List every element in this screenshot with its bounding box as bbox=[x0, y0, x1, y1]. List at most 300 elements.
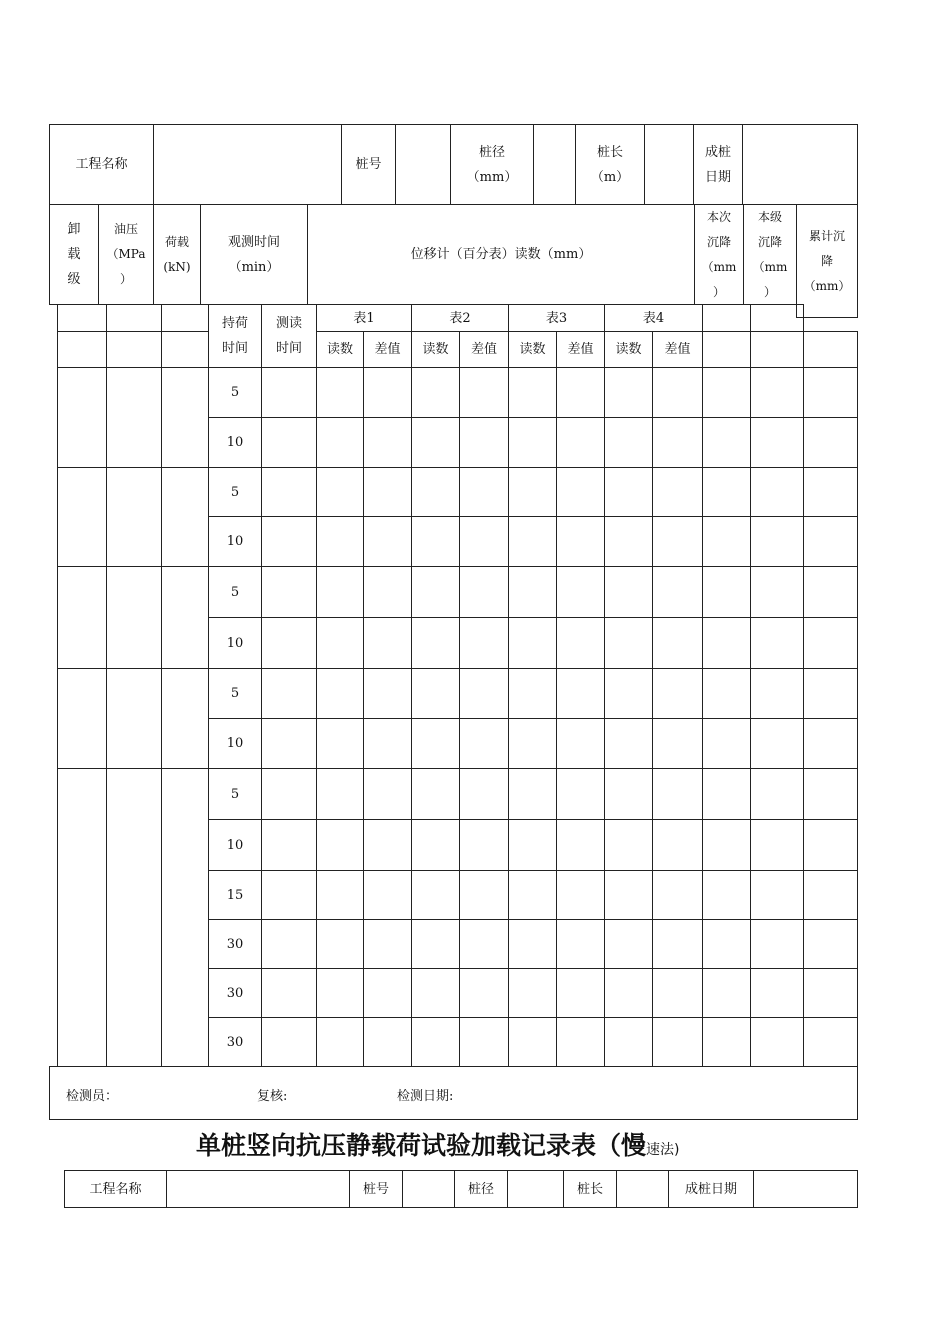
data-cell bbox=[652, 367, 703, 418]
data-cell bbox=[604, 668, 653, 719]
data-cell bbox=[750, 919, 804, 969]
col-load-text: 荷载 (kN) bbox=[163, 234, 191, 274]
hold-time-cell-text: 10 bbox=[226, 435, 244, 450]
subheader-blank bbox=[161, 304, 209, 332]
form2-project-name-label-text: 工程名称 bbox=[89, 1181, 142, 1197]
data-cell bbox=[363, 968, 412, 1018]
hold-time-cell-text: 15 bbox=[226, 887, 244, 903]
inspection-date-label: 检测日期: bbox=[397, 1089, 454, 1104]
data-cell bbox=[604, 870, 653, 920]
col-hold-time-text: 持荷 时间 bbox=[221, 316, 248, 356]
data-cell bbox=[261, 870, 317, 920]
form2-pile-date-value bbox=[753, 1170, 858, 1208]
data-cell bbox=[556, 968, 605, 1018]
data-cell bbox=[652, 417, 703, 468]
data-cell bbox=[316, 668, 364, 719]
data-cell bbox=[556, 668, 605, 719]
data-cell bbox=[459, 467, 509, 517]
data-cell bbox=[508, 819, 557, 871]
data-cell bbox=[411, 870, 460, 920]
data-cell bbox=[363, 516, 412, 567]
subheader-blank bbox=[702, 304, 751, 332]
group-4-merged-cell bbox=[161, 668, 209, 769]
data-cell bbox=[411, 668, 460, 719]
data-cell bbox=[702, 1017, 751, 1067]
col-gauge-1-diff bbox=[363, 331, 412, 368]
data-cell bbox=[316, 516, 364, 567]
data-cell bbox=[459, 367, 509, 418]
data-cell bbox=[556, 768, 605, 820]
group-5-merged-cell bbox=[161, 768, 209, 1067]
group-3-merged-cell bbox=[106, 566, 162, 669]
form2-pile-no-value bbox=[402, 1170, 455, 1208]
data-cell bbox=[702, 718, 751, 769]
subheader-blank bbox=[57, 304, 107, 332]
data-cell bbox=[556, 1017, 605, 1067]
data-cell bbox=[261, 467, 317, 517]
data-cell bbox=[702, 968, 751, 1018]
subheader-blank bbox=[702, 331, 751, 368]
data-cell bbox=[803, 768, 858, 820]
data-cell bbox=[556, 566, 605, 618]
subheader-blank bbox=[750, 304, 804, 332]
project-name-value bbox=[153, 124, 342, 205]
hold-time-cell bbox=[208, 1017, 262, 1067]
group-5-merged-cell bbox=[57, 768, 107, 1067]
subheader-blank bbox=[161, 331, 209, 368]
data-cell bbox=[750, 367, 804, 418]
data-cell bbox=[803, 467, 858, 517]
data-cell bbox=[604, 617, 653, 669]
col-hold-time bbox=[208, 304, 262, 368]
hold-time-cell-text: 5 bbox=[230, 686, 240, 701]
data-cell bbox=[702, 668, 751, 719]
data-cell bbox=[803, 668, 858, 719]
data-cell bbox=[750, 516, 804, 567]
hold-time-cell bbox=[208, 870, 262, 920]
data-cell bbox=[363, 919, 412, 969]
data-cell bbox=[411, 617, 460, 669]
pile-date-label bbox=[693, 124, 743, 205]
col-gauge-3-text: 表3 bbox=[545, 310, 568, 326]
data-cell bbox=[508, 417, 557, 468]
group-3-merged-cell bbox=[57, 566, 107, 669]
data-cell bbox=[750, 819, 804, 871]
data-cell bbox=[750, 566, 804, 618]
group-1-merged-cell bbox=[57, 367, 107, 468]
group-1-merged-cell bbox=[161, 367, 209, 468]
form2-project-name-label bbox=[64, 1170, 167, 1208]
data-cell bbox=[459, 870, 509, 920]
data-cell bbox=[604, 516, 653, 567]
data-cell bbox=[750, 668, 804, 719]
data-cell bbox=[803, 367, 858, 418]
col-gauge-2 bbox=[411, 304, 509, 332]
data-cell bbox=[652, 919, 703, 969]
data-cell bbox=[604, 467, 653, 517]
hold-time-cell bbox=[208, 768, 262, 820]
data-cell bbox=[652, 467, 703, 517]
data-cell bbox=[750, 718, 804, 769]
hold-time-cell bbox=[208, 919, 262, 969]
data-cell bbox=[459, 819, 509, 871]
data-cell bbox=[363, 768, 412, 820]
form2-pile-length-label bbox=[563, 1170, 617, 1208]
col-cumulative-settlement bbox=[796, 204, 858, 318]
data-cell bbox=[652, 870, 703, 920]
col-gauge-3-diff bbox=[556, 331, 605, 368]
data-cell bbox=[604, 718, 653, 769]
data-cell bbox=[508, 467, 557, 517]
pile-no-label-text: 桩号 bbox=[355, 157, 382, 172]
col-this-settlement bbox=[694, 204, 744, 305]
col-load bbox=[153, 204, 201, 305]
data-cell bbox=[556, 718, 605, 769]
data-cell bbox=[750, 968, 804, 1018]
data-cell bbox=[261, 919, 317, 969]
data-cell bbox=[803, 718, 858, 769]
reviewer-label: 复核: bbox=[257, 1089, 288, 1104]
data-cell bbox=[652, 516, 703, 567]
form2-pile-date-label-text: 成桩日期 bbox=[684, 1181, 737, 1197]
data-cell bbox=[261, 417, 317, 468]
data-cell bbox=[411, 919, 460, 969]
hold-time-cell-text: 5 bbox=[230, 786, 240, 802]
col-gauge-4-diff bbox=[652, 331, 703, 368]
data-cell bbox=[316, 718, 364, 769]
pile-date-label-text: 成桩 日期 bbox=[704, 144, 731, 185]
data-cell bbox=[803, 919, 858, 969]
data-cell bbox=[261, 819, 317, 871]
data-cell bbox=[652, 718, 703, 769]
group-4-merged-cell bbox=[106, 668, 162, 769]
data-cell bbox=[459, 516, 509, 567]
data-cell bbox=[363, 718, 412, 769]
col-gauge-1-reading bbox=[316, 331, 364, 368]
form2-pile-date-label bbox=[668, 1170, 754, 1208]
data-cell bbox=[556, 919, 605, 969]
col-gauge-readings-text: 位移计（百分表）读数（mm） bbox=[410, 247, 592, 262]
data-cell bbox=[316, 1017, 364, 1067]
form2-pile-length-label-text: 桩长 bbox=[576, 1181, 603, 1197]
data-cell bbox=[604, 566, 653, 618]
hold-time-cell-text: 5 bbox=[230, 385, 240, 400]
data-cell bbox=[702, 467, 751, 517]
data-cell bbox=[316, 417, 364, 468]
col-this-settlement-text: 本次 沉降 （mm ） bbox=[701, 209, 737, 299]
data-cell bbox=[556, 417, 605, 468]
group-2-merged-cell bbox=[106, 467, 162, 567]
data-cell bbox=[750, 870, 804, 920]
data-cell bbox=[316, 968, 364, 1018]
col-unload-level-text: 卸 载 级 bbox=[67, 222, 81, 287]
data-cell bbox=[316, 870, 364, 920]
col-gauge-3-reading-text: 读数 bbox=[519, 342, 546, 357]
data-cell bbox=[508, 1017, 557, 1067]
subheader-blank bbox=[803, 331, 858, 368]
data-cell bbox=[702, 870, 751, 920]
data-cell bbox=[411, 516, 460, 567]
group-1-merged-cell bbox=[106, 367, 162, 468]
col-gauge-2-text: 表2 bbox=[449, 310, 471, 326]
col-oil-pressure bbox=[98, 204, 154, 305]
pile-diameter-value bbox=[533, 124, 576, 205]
hold-time-cell-text: 5 bbox=[230, 584, 240, 600]
form-footer bbox=[49, 1066, 858, 1120]
data-cell bbox=[363, 417, 412, 468]
data-cell bbox=[803, 566, 858, 618]
data-cell bbox=[508, 566, 557, 618]
data-cell bbox=[316, 819, 364, 871]
data-cell bbox=[411, 819, 460, 871]
data-cell bbox=[604, 768, 653, 820]
data-cell bbox=[652, 968, 703, 1018]
data-cell bbox=[702, 819, 751, 871]
group-3-merged-cell bbox=[161, 566, 209, 669]
data-cell bbox=[261, 516, 317, 567]
hold-time-cell bbox=[208, 417, 262, 468]
col-gauge-2-reading-text: 读数 bbox=[422, 342, 449, 357]
data-cell bbox=[556, 617, 605, 669]
data-cell bbox=[363, 566, 412, 618]
hold-time-cell bbox=[208, 516, 262, 567]
hold-time-cell bbox=[208, 467, 262, 517]
data-cell bbox=[702, 617, 751, 669]
form2-title-suffix: 速法) bbox=[646, 1142, 680, 1158]
data-cell bbox=[508, 718, 557, 769]
data-cell bbox=[604, 819, 653, 871]
hold-time-cell-text: 10 bbox=[226, 837, 244, 853]
data-cell bbox=[316, 768, 364, 820]
data-cell bbox=[556, 516, 605, 567]
form2-title-main: 单桩竖向抗压静载荷试验加载记录表（慢 bbox=[196, 1131, 647, 1160]
data-cell bbox=[411, 718, 460, 769]
project-name-label bbox=[49, 124, 154, 205]
data-cell bbox=[316, 617, 364, 669]
subheader-blank bbox=[750, 331, 804, 368]
data-cell bbox=[508, 367, 557, 418]
pile-diameter-label bbox=[450, 124, 534, 205]
col-observation-time bbox=[200, 204, 308, 305]
data-cell bbox=[750, 467, 804, 517]
data-cell bbox=[363, 467, 412, 517]
col-gauge-3-diff-text: 差值 bbox=[567, 342, 594, 357]
hold-time-cell-text: 5 bbox=[230, 484, 240, 500]
col-gauge-4-diff-text: 差值 bbox=[664, 342, 691, 357]
hold-time-cell bbox=[208, 566, 262, 618]
subheader-blank bbox=[57, 331, 107, 368]
data-cell bbox=[508, 919, 557, 969]
data-cell bbox=[652, 768, 703, 820]
form2-pile-length-value bbox=[616, 1170, 669, 1208]
data-cell bbox=[604, 417, 653, 468]
data-cell bbox=[652, 668, 703, 719]
col-gauge-3 bbox=[508, 304, 605, 332]
col-gauge-2-reading bbox=[411, 331, 460, 368]
data-cell bbox=[316, 566, 364, 618]
hold-time-cell bbox=[208, 819, 262, 871]
hold-time-cell-text: 10 bbox=[226, 736, 244, 751]
col-gauge-3-reading bbox=[508, 331, 557, 368]
data-cell bbox=[508, 516, 557, 567]
data-cell bbox=[411, 768, 460, 820]
data-cell bbox=[803, 819, 858, 871]
data-cell bbox=[750, 1017, 804, 1067]
col-gauge-4-text: 表4 bbox=[642, 310, 665, 326]
data-cell bbox=[803, 417, 858, 468]
hold-time-cell bbox=[208, 718, 262, 769]
data-cell bbox=[363, 870, 412, 920]
data-cell bbox=[702, 566, 751, 618]
data-cell bbox=[750, 768, 804, 820]
col-gauge-1-text: 表1 bbox=[353, 310, 375, 326]
col-gauge-1-diff-text: 差值 bbox=[374, 342, 401, 357]
hold-time-cell bbox=[208, 617, 262, 669]
data-cell bbox=[652, 617, 703, 669]
hold-time-cell-text: 30 bbox=[226, 1034, 244, 1050]
data-cell bbox=[556, 467, 605, 517]
project-name-label-text: 工程名称 bbox=[75, 157, 128, 172]
data-cell bbox=[261, 718, 317, 769]
col-observation-time-text: 观测时间 （min） bbox=[227, 234, 280, 275]
col-gauge-1-reading-text: 读数 bbox=[326, 342, 353, 357]
data-cell bbox=[459, 919, 509, 969]
subheader-blank bbox=[106, 331, 162, 368]
data-cell bbox=[803, 516, 858, 567]
data-cell bbox=[411, 968, 460, 1018]
hold-time-cell bbox=[208, 367, 262, 418]
col-gauge-4-reading bbox=[604, 331, 653, 368]
pile-length-label bbox=[575, 124, 645, 205]
data-cell bbox=[508, 968, 557, 1018]
col-gauge-1 bbox=[316, 304, 412, 332]
data-cell bbox=[803, 1017, 858, 1067]
col-level-settlement-text: 本级 沉降 （mm ） bbox=[752, 209, 788, 299]
pile-no-label bbox=[341, 124, 396, 205]
data-cell bbox=[556, 367, 605, 418]
data-cell bbox=[459, 668, 509, 719]
hold-time-cell bbox=[208, 968, 262, 1018]
form2-pile-diameter-value bbox=[507, 1170, 564, 1208]
data-cell bbox=[702, 919, 751, 969]
form2-pile-no-label bbox=[349, 1170, 403, 1208]
data-cell bbox=[261, 367, 317, 418]
data-cell bbox=[459, 566, 509, 618]
hold-time-cell-text: 10 bbox=[226, 534, 244, 549]
hold-time-cell bbox=[208, 668, 262, 719]
col-gauge-4-reading-text: 读数 bbox=[615, 342, 642, 357]
data-cell bbox=[411, 1017, 460, 1067]
hold-time-cell-text: 30 bbox=[226, 936, 244, 952]
data-cell bbox=[604, 919, 653, 969]
data-cell bbox=[652, 566, 703, 618]
data-cell bbox=[652, 819, 703, 871]
data-cell bbox=[261, 668, 317, 719]
group-5-merged-cell bbox=[106, 768, 162, 1067]
col-read-time-text: 测读 时间 bbox=[275, 316, 302, 356]
data-cell bbox=[750, 617, 804, 669]
pile-diameter-label-text: 桩径 （mm） bbox=[466, 144, 518, 185]
data-cell bbox=[604, 367, 653, 418]
data-cell bbox=[803, 617, 858, 669]
data-cell bbox=[363, 367, 412, 418]
data-cell bbox=[604, 1017, 653, 1067]
pile-length-label-text: 桩长 （m） bbox=[590, 144, 630, 185]
data-cell bbox=[363, 1017, 412, 1067]
data-cell bbox=[803, 968, 858, 1018]
data-cell bbox=[459, 1017, 509, 1067]
col-cumulative-settlement-text: 累计沉 降 （mm） bbox=[803, 228, 851, 293]
form2-pile-diameter-label bbox=[454, 1170, 508, 1208]
data-cell bbox=[459, 617, 509, 669]
data-cell bbox=[508, 668, 557, 719]
group-2-merged-cell bbox=[57, 467, 107, 567]
data-cell bbox=[411, 566, 460, 618]
data-cell bbox=[750, 417, 804, 468]
col-level-settlement bbox=[743, 204, 797, 305]
col-gauge-4 bbox=[604, 304, 703, 332]
group-4-merged-cell bbox=[57, 668, 107, 769]
data-cell bbox=[459, 718, 509, 769]
data-cell bbox=[316, 919, 364, 969]
form2-pile-no-label-text: 桩号 bbox=[362, 1181, 389, 1197]
inspector-label: 检测员： bbox=[66, 1089, 119, 1104]
col-gauge-2-diff bbox=[459, 331, 509, 368]
data-cell bbox=[411, 467, 460, 517]
subheader-blank bbox=[106, 304, 162, 332]
data-cell bbox=[508, 768, 557, 820]
data-cell bbox=[261, 566, 317, 618]
col-unload-level bbox=[49, 204, 99, 305]
data-cell bbox=[459, 968, 509, 1018]
data-cell bbox=[459, 417, 509, 468]
pile-date-value bbox=[742, 124, 858, 205]
data-cell bbox=[261, 617, 317, 669]
data-cell bbox=[261, 1017, 317, 1067]
data-cell bbox=[316, 467, 364, 517]
col-read-time bbox=[261, 304, 317, 368]
col-gauge-2-diff-text: 差值 bbox=[470, 342, 497, 357]
data-cell bbox=[508, 870, 557, 920]
data-cell bbox=[411, 417, 460, 468]
form2-project-name-value bbox=[166, 1170, 350, 1208]
data-cell bbox=[261, 768, 317, 820]
data-cell bbox=[556, 819, 605, 871]
data-cell bbox=[363, 668, 412, 719]
pile-length-value bbox=[644, 124, 694, 205]
data-cell bbox=[803, 870, 858, 920]
col-oil-pressure-text: 油压 （MPa ） bbox=[106, 222, 146, 286]
data-cell bbox=[363, 819, 412, 871]
data-cell bbox=[508, 617, 557, 669]
data-cell bbox=[702, 417, 751, 468]
data-cell bbox=[316, 367, 364, 418]
data-cell bbox=[702, 367, 751, 418]
hold-time-cell-text: 10 bbox=[226, 635, 244, 651]
data-cell bbox=[702, 516, 751, 567]
col-gauge-readings bbox=[307, 204, 695, 305]
data-cell bbox=[702, 768, 751, 820]
data-cell bbox=[652, 1017, 703, 1067]
hold-time-cell-text: 30 bbox=[226, 985, 244, 1001]
data-cell bbox=[411, 367, 460, 418]
group-2-merged-cell bbox=[161, 467, 209, 567]
data-cell bbox=[261, 968, 317, 1018]
data-cell bbox=[556, 870, 605, 920]
pile-no-value bbox=[395, 124, 451, 205]
data-cell bbox=[363, 617, 412, 669]
data-cell bbox=[604, 968, 653, 1018]
